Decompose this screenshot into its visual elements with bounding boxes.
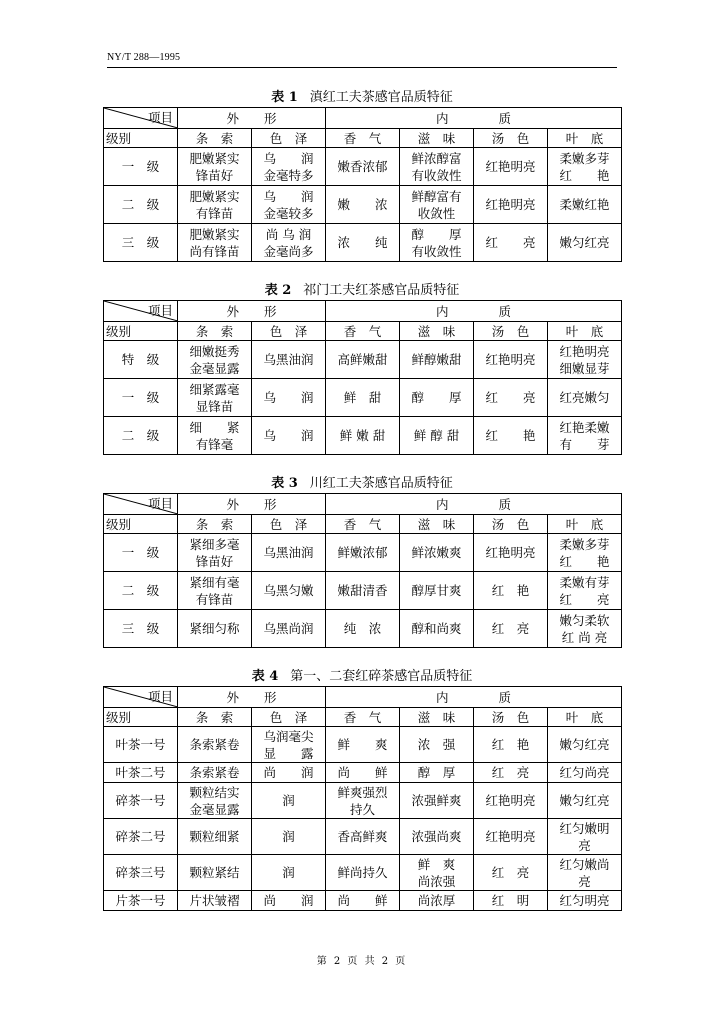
table-cell: 红 亮: [474, 379, 548, 417]
table-cell: 鲜爽强烈 持久: [326, 783, 400, 819]
table-cell: 鲜 醇 甜: [400, 417, 474, 455]
header-item-cell: [104, 301, 178, 322]
header-sub-5: 叶 底: [548, 322, 622, 341]
header-sub-0: 条 索: [178, 129, 252, 148]
grade-cell: 二 级: [104, 186, 178, 224]
header-sub-0: 条 索: [178, 322, 252, 341]
table-cell: 柔嫩红艳: [548, 186, 622, 224]
header-internal-quality: 内 质: [326, 301, 622, 322]
table-cell: 条索紧卷: [178, 763, 252, 783]
header-sub-4: 汤 色: [474, 322, 548, 341]
header-sub-3: 滋 味: [400, 322, 474, 341]
table-cell: 高鲜嫩甜: [326, 341, 400, 379]
header-sub-1: 色 泽: [252, 708, 326, 727]
table-row: [104, 783, 622, 819]
header-appearance: 外 形: [178, 494, 326, 515]
grade-cell: 碎茶三号: [104, 855, 178, 891]
header-sub-4: 汤 色: [474, 129, 548, 148]
table-cell: 柔嫩有芽 红 亮: [548, 572, 622, 610]
table-cell: 乌黑油润: [252, 341, 326, 379]
table-cell: 颗粒紧结: [178, 855, 252, 891]
header-sub-0: 条 索: [178, 515, 252, 534]
table-row: [104, 891, 622, 911]
table-cell: 肥嫩紧实 尚有锋苗: [178, 224, 252, 262]
table-cell: 红 艳: [474, 572, 548, 610]
table-cell: 润: [252, 819, 326, 855]
table-cell: 肥嫩紧实 锋苗好: [178, 148, 252, 186]
table-number: 表 4: [251, 669, 279, 684]
table-row: [104, 727, 622, 763]
table-cell: 红 亮: [474, 224, 548, 262]
table-cell: 嫩匀红亮: [548, 224, 622, 262]
grade-cell: 三 级: [104, 224, 178, 262]
table-title: 第一、二套红碎茶感官品质特征: [290, 669, 473, 684]
grade-cell: 二 级: [104, 417, 178, 455]
table-cell: 紧细有毫 有锋苗: [178, 572, 252, 610]
quality-table: [103, 300, 622, 455]
header-sub-3: 滋 味: [400, 708, 474, 727]
table-cell: 乌 润 金毫特多: [252, 148, 326, 186]
table-cell: 香高鲜爽: [326, 819, 400, 855]
table-block-2: [103, 283, 621, 455]
table-cell: 鲜浓嫩爽: [400, 534, 474, 572]
table-cell: 润: [252, 855, 326, 891]
table-cell: 醇厚甘爽: [400, 572, 474, 610]
header-internal-quality: 内 质: [326, 494, 622, 515]
header-sub-3: 滋 味: [400, 515, 474, 534]
table-cell: 红亮嫩匀: [548, 379, 622, 417]
grade-cell: 三 级: [104, 610, 178, 648]
header-item-cell: [104, 494, 178, 515]
table-caption: [103, 476, 621, 492]
grade-cell: 叶茶一号: [104, 727, 178, 763]
table-cell: 嫩香浓郁: [326, 148, 400, 186]
table-cell: 纯 浓: [326, 610, 400, 648]
table-cell: 红艳明亮: [474, 819, 548, 855]
header-sub-1: 色 泽: [252, 129, 326, 148]
table-row: [104, 148, 622, 186]
table-cell: 鲜 爽 尚浓强: [400, 855, 474, 891]
table-cell: 细紧露毫 显锋苗: [178, 379, 252, 417]
table-cell: 红艳明亮: [474, 783, 548, 819]
header-sub-4: 汤 色: [474, 708, 548, 727]
table-cell: 红 亮: [474, 763, 548, 783]
table-cell: 乌 润: [252, 417, 326, 455]
grade-cell: 特 级: [104, 341, 178, 379]
header-sub-2: 香 气: [326, 708, 400, 727]
header-sub-5: 叶 底: [548, 708, 622, 727]
table-cell: 醇和尚爽: [400, 610, 474, 648]
table-cell: 嫩匀红亮: [548, 727, 622, 763]
table-number: 表 1: [271, 90, 298, 105]
table-cell: 红匀嫩尚 亮: [548, 855, 622, 891]
header-item-cell: [104, 108, 178, 129]
header-sub-2: 香 气: [326, 515, 400, 534]
grade-cell: 二 级: [104, 572, 178, 610]
table-cell: 鲜浓醇富 有收敛性: [400, 148, 474, 186]
table-cell: 嫩 浓: [326, 186, 400, 224]
grade-cell: 一 级: [104, 148, 178, 186]
grade-cell: 片茶一号: [104, 891, 178, 911]
header-sub-5: 叶 底: [548, 129, 622, 148]
quality-table: [103, 493, 622, 648]
header-appearance: 外 形: [178, 687, 326, 708]
grade-cell: 一 级: [104, 379, 178, 417]
table-row: [104, 534, 622, 572]
table-row: [104, 379, 622, 417]
table-title: 祁门工夫红茶感官品质特征: [303, 283, 460, 298]
table-row: [104, 224, 622, 262]
table-cell: 红匀明亮: [548, 891, 622, 911]
table-cell: 鲜嫩浓郁: [326, 534, 400, 572]
header-item-label: 项目: [147, 689, 173, 704]
quality-table: [103, 107, 622, 262]
header-grade-label: 级别: [104, 515, 178, 534]
header-internal-quality: 内 质: [326, 108, 622, 129]
table-row: [104, 186, 622, 224]
table-cell: 红 艳: [474, 727, 548, 763]
table-cell: 柔嫩多芽 红 艳: [548, 148, 622, 186]
table-cell: 颗粒细紧: [178, 819, 252, 855]
table-cell: 浓强尚爽: [400, 819, 474, 855]
table-cell: 鲜醇嫩甜: [400, 341, 474, 379]
table-cell: 醇 厚 有收敛性: [400, 224, 474, 262]
grade-cell: 叶茶二号: [104, 763, 178, 783]
table-block-3: [103, 476, 621, 648]
table-caption: [103, 90, 621, 106]
table-number: 表 3: [271, 476, 298, 491]
header-appearance: 外 形: [178, 108, 326, 129]
header-sub-2: 香 气: [326, 322, 400, 341]
table-cell: 乌润毫尖 显 露: [252, 727, 326, 763]
table-cell: 肥嫩紧实 有锋苗: [178, 186, 252, 224]
table-cell: 细 紧 有锋毫: [178, 417, 252, 455]
table-row: [104, 572, 622, 610]
header-internal-quality: 内 质: [326, 687, 622, 708]
table-cell: 尚 润: [252, 891, 326, 911]
header-appearance: 外 形: [178, 301, 326, 322]
table-cell: 醇 厚: [400, 379, 474, 417]
table-cell: 紧细多毫 锋苗好: [178, 534, 252, 572]
header-sub-4: 汤 色: [474, 515, 548, 534]
table-cell: 润: [252, 783, 326, 819]
table-cell: 颗粒结实 金毫显露: [178, 783, 252, 819]
table-cell: 浓 强: [400, 727, 474, 763]
table-cell: 乌黑尚润: [252, 610, 326, 648]
header-item-label: 项目: [147, 110, 173, 125]
table-title: 滇红工夫茶感官品质特征: [309, 90, 453, 105]
table-cell: 红匀嫩明 亮: [548, 819, 622, 855]
table-row: [104, 763, 622, 783]
table-cell: 嫩匀柔软 红 尚 亮: [548, 610, 622, 648]
table-row: [104, 610, 622, 648]
table-cell: 柔嫩多芽 红 艳: [548, 534, 622, 572]
table-number: 表 2: [264, 283, 292, 298]
table-caption: [103, 669, 621, 685]
table-cell: 红艳明亮 细嫩显芽: [548, 341, 622, 379]
table-cell: 红 艳: [474, 417, 548, 455]
header-item-label: 项目: [147, 496, 173, 511]
table-cell: 红 明: [474, 891, 548, 911]
table-cell: 红 亮: [474, 855, 548, 891]
header-grade-label: 级别: [104, 129, 178, 148]
table-cell: 红艳明亮: [474, 186, 548, 224]
table-cell: 尚 润: [252, 763, 326, 783]
header-sub-1: 色 泽: [252, 515, 326, 534]
table-cell: 片状皱褶: [178, 891, 252, 911]
table-cell: 尚浓厚: [400, 891, 474, 911]
table-cell: 条索紧卷: [178, 727, 252, 763]
table-cell: 细嫩挺秀 金毫显露: [178, 341, 252, 379]
header-sub-3: 滋 味: [400, 129, 474, 148]
header-rule: [107, 67, 617, 68]
table-row: [104, 417, 622, 455]
table-cell: 尚 鲜: [326, 891, 400, 911]
table-cell: 红艳明亮: [474, 534, 548, 572]
grade-cell: 碎茶二号: [104, 819, 178, 855]
table-cell: 醇 厚: [400, 763, 474, 783]
table-cell: 尚 鲜: [326, 763, 400, 783]
table-block-1: [103, 90, 621, 262]
page-footer: 第 2 页 共 2 页: [316, 956, 408, 967]
grade-cell: 碎茶一号: [104, 783, 178, 819]
table-row: [104, 819, 622, 855]
table-cell: 浓强鲜爽: [400, 783, 474, 819]
header-sub-1: 色 泽: [252, 322, 326, 341]
table-cell: 乌 润: [252, 379, 326, 417]
table-cell: 浓 纯: [326, 224, 400, 262]
table-block-4: [103, 669, 621, 911]
header-sub-2: 香 气: [326, 129, 400, 148]
header-grade-label: 级别: [104, 708, 178, 727]
quality-table: [103, 686, 622, 911]
table-cell: 嫩甜清香: [326, 572, 400, 610]
table-cell: 红艳明亮: [474, 341, 548, 379]
table-title: 川红工夫茶感官品质特征: [309, 476, 453, 491]
header-sub-0: 条 索: [178, 708, 252, 727]
doc-code: NY/T 288—1995: [107, 52, 181, 63]
header-item-cell: [104, 687, 178, 708]
table-cell: 鲜 嫩 甜: [326, 417, 400, 455]
table-caption: [103, 283, 621, 299]
table-cell: 嫩匀红亮: [548, 783, 622, 819]
table-cell: 鲜醇富有 收敛性: [400, 186, 474, 224]
grade-cell: 一 级: [104, 534, 178, 572]
table-cell: 红艳柔嫩 有 芽: [548, 417, 622, 455]
table-cell: 乌黑油润: [252, 534, 326, 572]
header-item-label: 项目: [147, 303, 173, 318]
table-cell: 红 亮: [474, 610, 548, 648]
table-cell: 紧细匀称: [178, 610, 252, 648]
table-cell: 鲜 爽: [326, 727, 400, 763]
table-cell: 鲜 甜: [326, 379, 400, 417]
table-cell: 乌 润 金毫较多: [252, 186, 326, 224]
header-sub-5: 叶 底: [548, 515, 622, 534]
table-cell: 乌黑匀嫩: [252, 572, 326, 610]
table-cell: 红匀尚亮: [548, 763, 622, 783]
table-row: [104, 855, 622, 891]
table-cell: 尚 乌 润 金毫尚多: [252, 224, 326, 262]
header-grade-label: 级别: [104, 322, 178, 341]
table-row: [104, 341, 622, 379]
table-cell: 红艳明亮: [474, 148, 548, 186]
table-cell: 鲜尚持久: [326, 855, 400, 891]
